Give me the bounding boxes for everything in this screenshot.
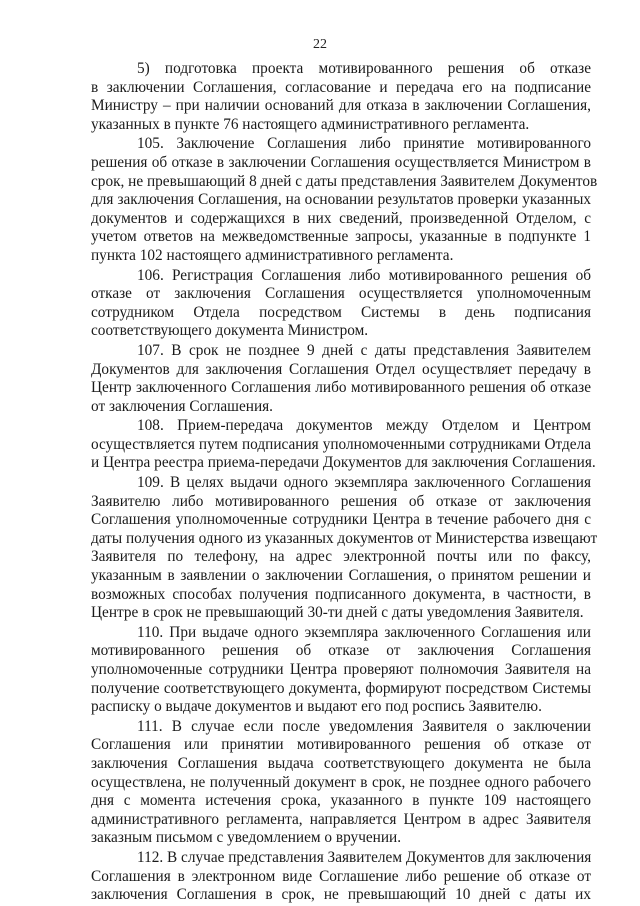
text-line: даты получения одного из указанных документов от Министерства извещают — [91, 529, 598, 547]
paragraph-item-5 — [91, 60, 591, 134]
text-line: Соглашения или принятии мотивированного решения об отказе от — [91, 736, 591, 754]
text-line: Заявителя по телефону, на адрес электронной почты или по факсу, — [91, 548, 591, 566]
text-line: получение соответствующего документа, формируют посредством Системы — [91, 679, 591, 697]
text-line: указанных в пункте 76 настоящего административного регламента. — [91, 115, 530, 133]
paragraph-point-110 — [91, 624, 591, 717]
document-body — [91, 60, 598, 906]
text-line: Заявителю либо мотивированного решения об отказе от заключения — [91, 492, 591, 510]
text-line: Соглашения в электронном виде Соглашение либо решение об отказе от — [91, 867, 591, 885]
text-line: пункта 102 настоящего административного регламента. — [91, 246, 454, 264]
text-line: Министру – при наличии оснований для отказа в заключении Соглашения, — [91, 97, 591, 115]
text-line: осуществляется путем подписания уполномоченными сотрудниками Отдела — [91, 435, 591, 453]
text-line: срок, не превышающий 8 дней с даты представления Заявителем Документов — [91, 172, 598, 190]
text-line: заказным письмом с уведомлением о вручении. — [91, 829, 402, 847]
text-line: 108. Прием-передача документов между Отделом и Центром — [137, 417, 591, 435]
text-line: отказе от заключения Соглашения осуществляется уполномоченным — [91, 285, 591, 303]
paragraph-point-107 — [91, 342, 591, 416]
text-line: решения об отказе в заключении Соглашения осуществляется Министром в — [91, 153, 591, 171]
text-line: 110. При выдаче одного экземпляра заключенного Соглашения или — [137, 623, 591, 641]
text-line: 107. В срок не позднее 9 дней с даты представления Заявителем — [137, 341, 591, 359]
text-line: заключения Соглашения выдача соответствующего документа не была — [91, 754, 591, 772]
text-line: 106. Регистрация Соглашения либо мотивированного решения об — [137, 266, 591, 284]
text-line: дня с момента истечения срока, указанного в пункте 109 настоящего — [91, 792, 591, 810]
text-line: 111. В случае если после уведомления Заявителя о заключении — [137, 717, 591, 735]
text-line: 5) подготовка проекта мотивированного решения об отказе — [137, 60, 591, 77]
text-line: соответствующего документа Министром. — [91, 322, 369, 340]
paragraph-point-112 — [91, 849, 591, 905]
text-line: Центр заключенного Соглашения либо мотивированного решения об отказе — [91, 379, 591, 397]
text-line: указанным в заявлении о заключении Соглашения, о принятом решении и — [91, 567, 591, 585]
paragraph-point-111 — [91, 718, 591, 848]
text-line: 112. В случае представления Заявителем Документов для заключения — [137, 848, 592, 866]
text-line: Центре в срок не превышающий 30-ти дней с даты уведомления Заявителя. — [91, 604, 584, 622]
text-line: сотрудником Отдела посредством Системы в день подписания — [91, 303, 591, 321]
text-line: для заключения Соглашения, на основании результатов проверки указанных — [91, 191, 591, 209]
text-line: в заключении Соглашения, согласование и передача его на подписание — [91, 78, 591, 96]
text-line: от заключения Соглашения. — [91, 397, 273, 415]
text-line: административного регламента, направляется Центром в адрес Заявителя — [91, 810, 591, 828]
text-line: документов и содержащихся в них сведений, произведенной Отделом, с — [91, 209, 591, 227]
paragraph-point-106 — [91, 267, 591, 341]
text-line: мотивированного решения об отказе от заключения Соглашения — [91, 642, 591, 660]
text-line: 109. В целях выдачи одного экземпляра заключенного Соглашения — [137, 474, 591, 492]
text-line: Соглашения уполномоченные сотрудники Центра в течение рабочего дня с — [91, 511, 591, 529]
text-line: и Центра реестра приема-передачи Документов для заключения Соглашения. — [91, 454, 596, 472]
page-number: 22 — [313, 37, 327, 52]
text-line: 105. Заключение Соглашения либо принятие мотивированного — [137, 135, 591, 153]
text-line: Документов для заключения Соглашения Отдел осуществляет передачу в — [91, 360, 591, 378]
text-line: уполномоченные сотрудники Центра проверяют полномочия Заявителя на — [91, 661, 591, 678]
paragraph-point-109 — [91, 474, 598, 623]
text-line: осуществлена, не полученный документ в срок, не позднее одного рабочего — [91, 773, 591, 791]
text-line: расписку о выдаче документов и выдают его под роспись Заявителю. — [91, 698, 542, 716]
paragraph-point-105 — [91, 135, 598, 265]
text-line: заключения Соглашения в срок, не превышающий 10 дней с даты их — [91, 886, 591, 904]
text-line: возможных способах получения подписанного документа, в частности, в — [91, 585, 591, 603]
paragraph-point-108 — [91, 417, 596, 473]
text-line: учетом ответов на межведомственные запросы, указанные в подпункте 1 — [91, 228, 591, 246]
